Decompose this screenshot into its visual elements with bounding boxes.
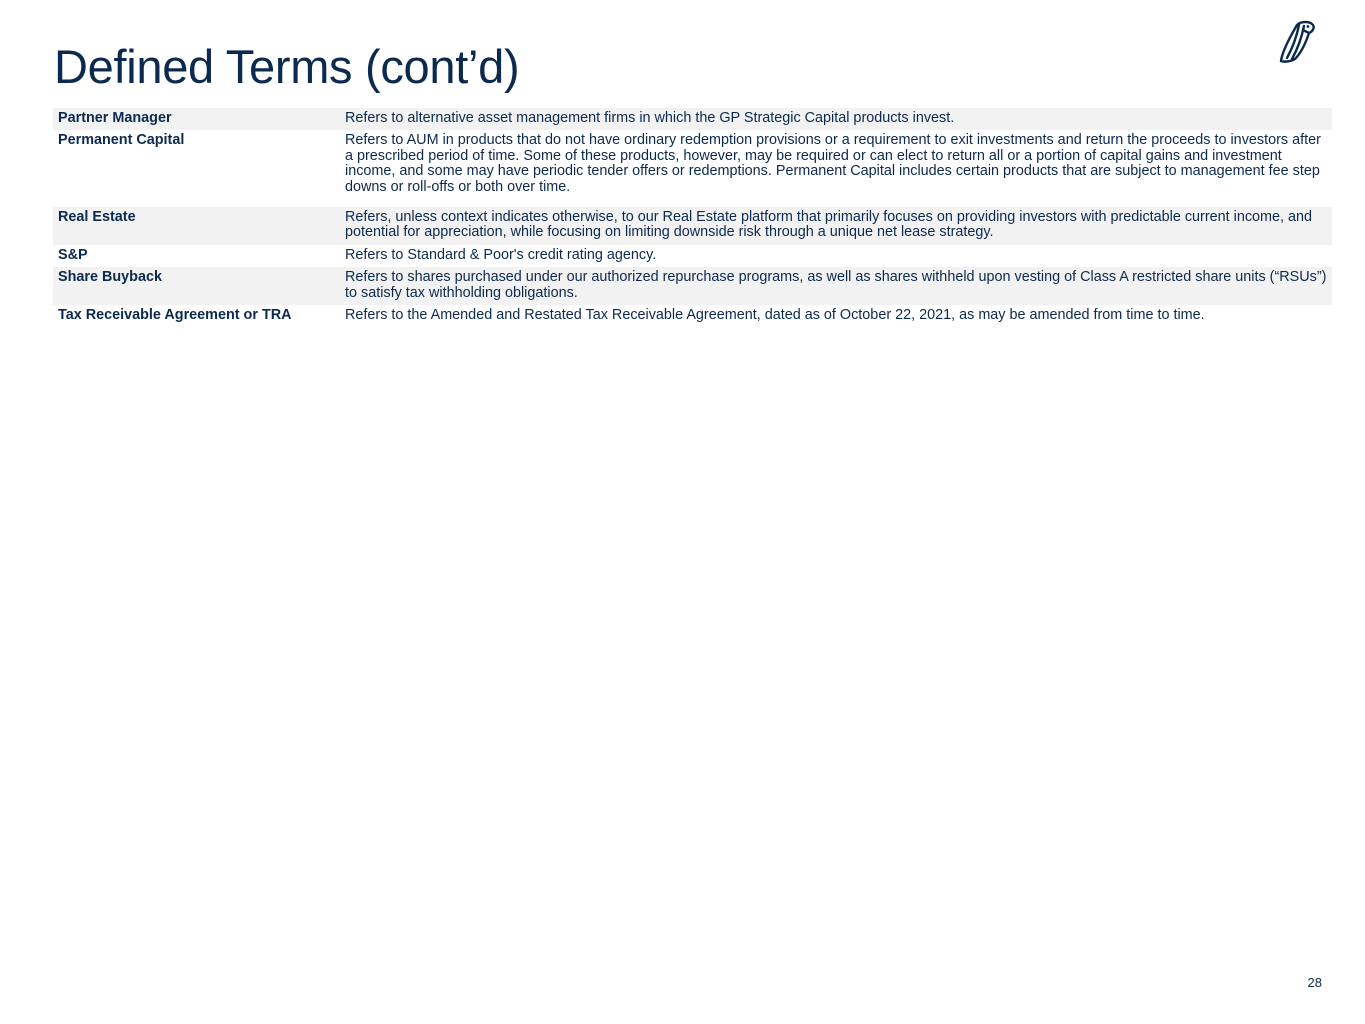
table-row [53, 245, 1332, 267]
defined-terms-table [53, 108, 1332, 327]
term-label: Partner Manager [53, 108, 340, 130]
term-definition: Refers to Standard & Poor's credit rating agency. [345, 246, 657, 263]
term-definition: Refers, unless context indicates otherwise, to our Real Estate platform that primarily focuses on providing investors with predictable current income, and potential for appreciation, while focusing on limiting downside risk through a unique net lease strategy. [340, 207, 1332, 245]
table-row [53, 305, 1332, 327]
table-row [53, 207, 1332, 245]
page-title: Defined Terms (cont’d) [54, 40, 520, 93]
term-label: Share Buyback [53, 267, 340, 305]
term-label: Permanent Capital [58, 132, 185, 149]
term-definition: Refers to alternative asset management firms in which the GP Strategic Capital products invest. [340, 108, 1332, 130]
table-row [53, 108, 1332, 130]
term-definition: Refers to AUM in products that do not have ordinary redemption provisions or a requirement to exit investments and return the proceeds to investors after a prescribed period of time. Some of these products, however, may be required or can elect to return all or a portion of capital gains and investment income, and some may have periodic tender offers or redemptions. Permanent Capital includes certain products that are subject to management fee step downs or roll-offs or both over time. [345, 132, 1321, 195]
term-label: S&P [58, 246, 88, 263]
page-number: 28 [1307, 975, 1322, 990]
term-label: Real Estate [53, 207, 340, 245]
table-row [53, 130, 1332, 207]
table-row [53, 267, 1332, 305]
bird-logo-icon [1276, 20, 1318, 64]
term-definition: Refers to the Amended and Restated Tax Receivable Agreement, dated as of October 22, 2021, as may be amended from time to time. [345, 307, 1205, 324]
term-definition: Refers to shares purchased under our authorized repurchase programs, as well as shares withheld upon vesting of Class A restricted share units (“RSUs”) to satisfy tax withholding obligations. [340, 267, 1332, 305]
term-label: Tax Receivable Agreement or TRA [58, 307, 292, 324]
